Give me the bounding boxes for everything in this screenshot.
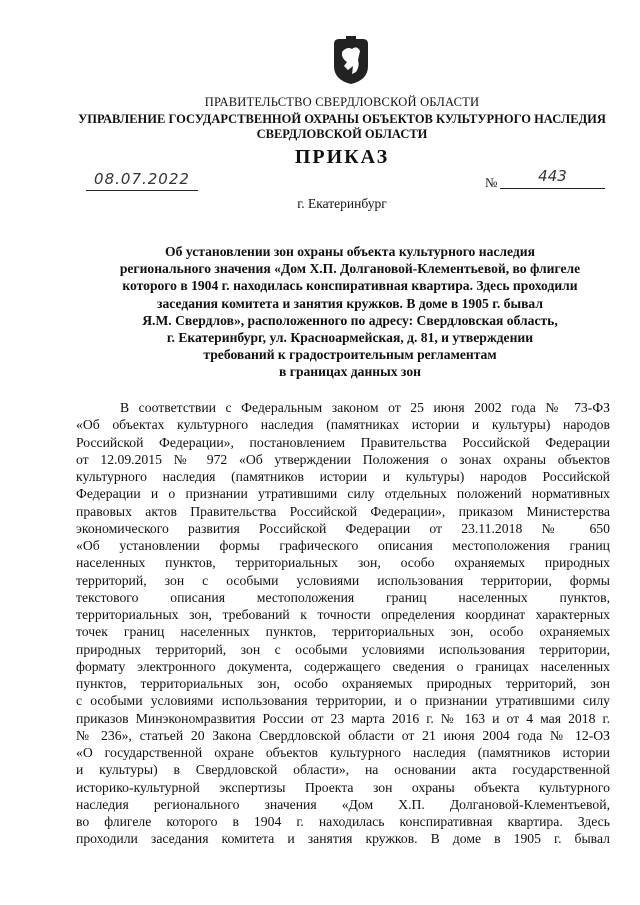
body-line: экономического развития Российской Федерации от 23.11.2018 № 650 <box>76 520 610 536</box>
body-line: Федерации и о признании утратившими силу отдельных положений нормативных <box>76 486 610 502</box>
city: г. Екатеринбург <box>297 196 387 211</box>
body-line: «О государственной охране объектов культурного наследия (памятников истории <box>76 745 610 760</box>
body-line: № 236», статьей 20 Закона Свердловской области от 21 июня 2004 года № 12-ОЗ <box>76 727 610 743</box>
body-line: с особыми условиями использования территории, и о признании утратившими силу <box>76 693 610 709</box>
body-line: проходили заседания комитета и занятия кружков. В доме в 1905 г. бывал <box>76 831 610 847</box>
body-line: во флигеле которого в 1904 г. находилась конспиративная квартира. Здесь <box>76 814 610 829</box>
body-line: природных территорий, зон с особыми условиями использования территории, <box>76 641 610 657</box>
body-line: правовых актов Правительства Российской Федерации», приказом Министерства <box>76 503 610 519</box>
coat-of-arms-icon <box>330 36 372 86</box>
number-label: № <box>485 175 498 190</box>
title-line: которого в 1904 г. находилась конспиративная квартира. Здесь проходили <box>122 278 578 294</box>
order-title <box>60 243 640 381</box>
body-line: от 12.09.2015 № 972 «Об утверждении Положения о зонах охраны объектов <box>76 451 610 467</box>
title-line: регионального значения «Дом Х.П. Долгановой-Клементьевой, во флигеле <box>119 261 581 277</box>
title-line: требований к градостроительным регламентам <box>203 347 497 363</box>
body-line: населенных пунктов, территориальных зон, особо охраняемых природных <box>76 555 610 571</box>
title-line: заседания комитета и занятия кружков. В доме в 1905 г. бывал <box>157 295 543 311</box>
title-line: г. Екатеринбург, ул. Красноармейская, д. 81, и утверждении <box>166 330 534 346</box>
order-body <box>76 399 610 848</box>
body-line: В соответствии с Федеральным законом от 25 июня 2002 года № 73-ФЗ <box>120 400 610 415</box>
body-line: приказов Минэкономразвития России от 23 марта 2016 г. № 163 и от 4 мая 2018 г. <box>76 710 610 726</box>
body-line: территориальных зон, требований к точности определения координат характерных <box>76 607 610 622</box>
body-line: пунктов, территориальных зон, особо охраняемых природных территорий, зон <box>76 676 610 691</box>
body-line: культурного наследия (памятников истории и культуры) народов Российской <box>76 469 610 484</box>
department-name-line2: СВЕРДЛОВСКОЙ ОБЛАСТИ <box>256 127 428 141</box>
order-number: 443 <box>500 167 605 189</box>
title-line: Об установлении зон охраны объекта культурного наследия <box>165 244 535 259</box>
body-line: и культуры) в Свердловской области», на основании акта государственной <box>76 762 610 778</box>
body-line: территорий, зон с особыми условиями использования территории, формы <box>76 572 610 588</box>
government-name: ПРАВИТЕЛЬСТВО СВЕРДЛОВСКОЙ ОБЛАСТИ <box>204 95 480 109</box>
body-line: формату электронного документа, содержащего сведения о границах населенных <box>76 658 610 674</box>
document-type: ПРИКАЗ <box>294 146 390 168</box>
body-line: историко-культурной экспертизы Проекта зон охраны объекта культурного <box>76 779 610 795</box>
body-line: «Об объектах культурного наследия (памятниках истории и культуры) народов <box>76 417 610 433</box>
body-line: «Об установлении формы графического описания местоположения границ <box>76 538 610 553</box>
body-line: точек границ населенных пунктов, территориальных зон, особо охраняемых <box>76 624 610 640</box>
title-line: в границах данных зон <box>279 364 421 380</box>
title-line: Я.М. Свердлов», расположенного по адресу: Свердловская область, <box>142 312 558 328</box>
order-date: 08.07.2022 <box>86 170 198 191</box>
body-line: текстового описания местоположения границ населенных пунктов, <box>76 589 610 605</box>
department-name-line1: УПРАВЛЕНИЕ ГОСУДАРСТВЕННОЙ ОХРАНЫ ОБЪЕКТОВ КУЛЬТУРНОГО НАСЛЕДИЯ <box>78 112 606 126</box>
body-line: наследия регионального значения «Дом Х.П. Долгановой-Клементьевой, <box>76 796 610 812</box>
body-line: Российской Федерации», постановлением Правительства Российской Федерации <box>76 434 610 450</box>
